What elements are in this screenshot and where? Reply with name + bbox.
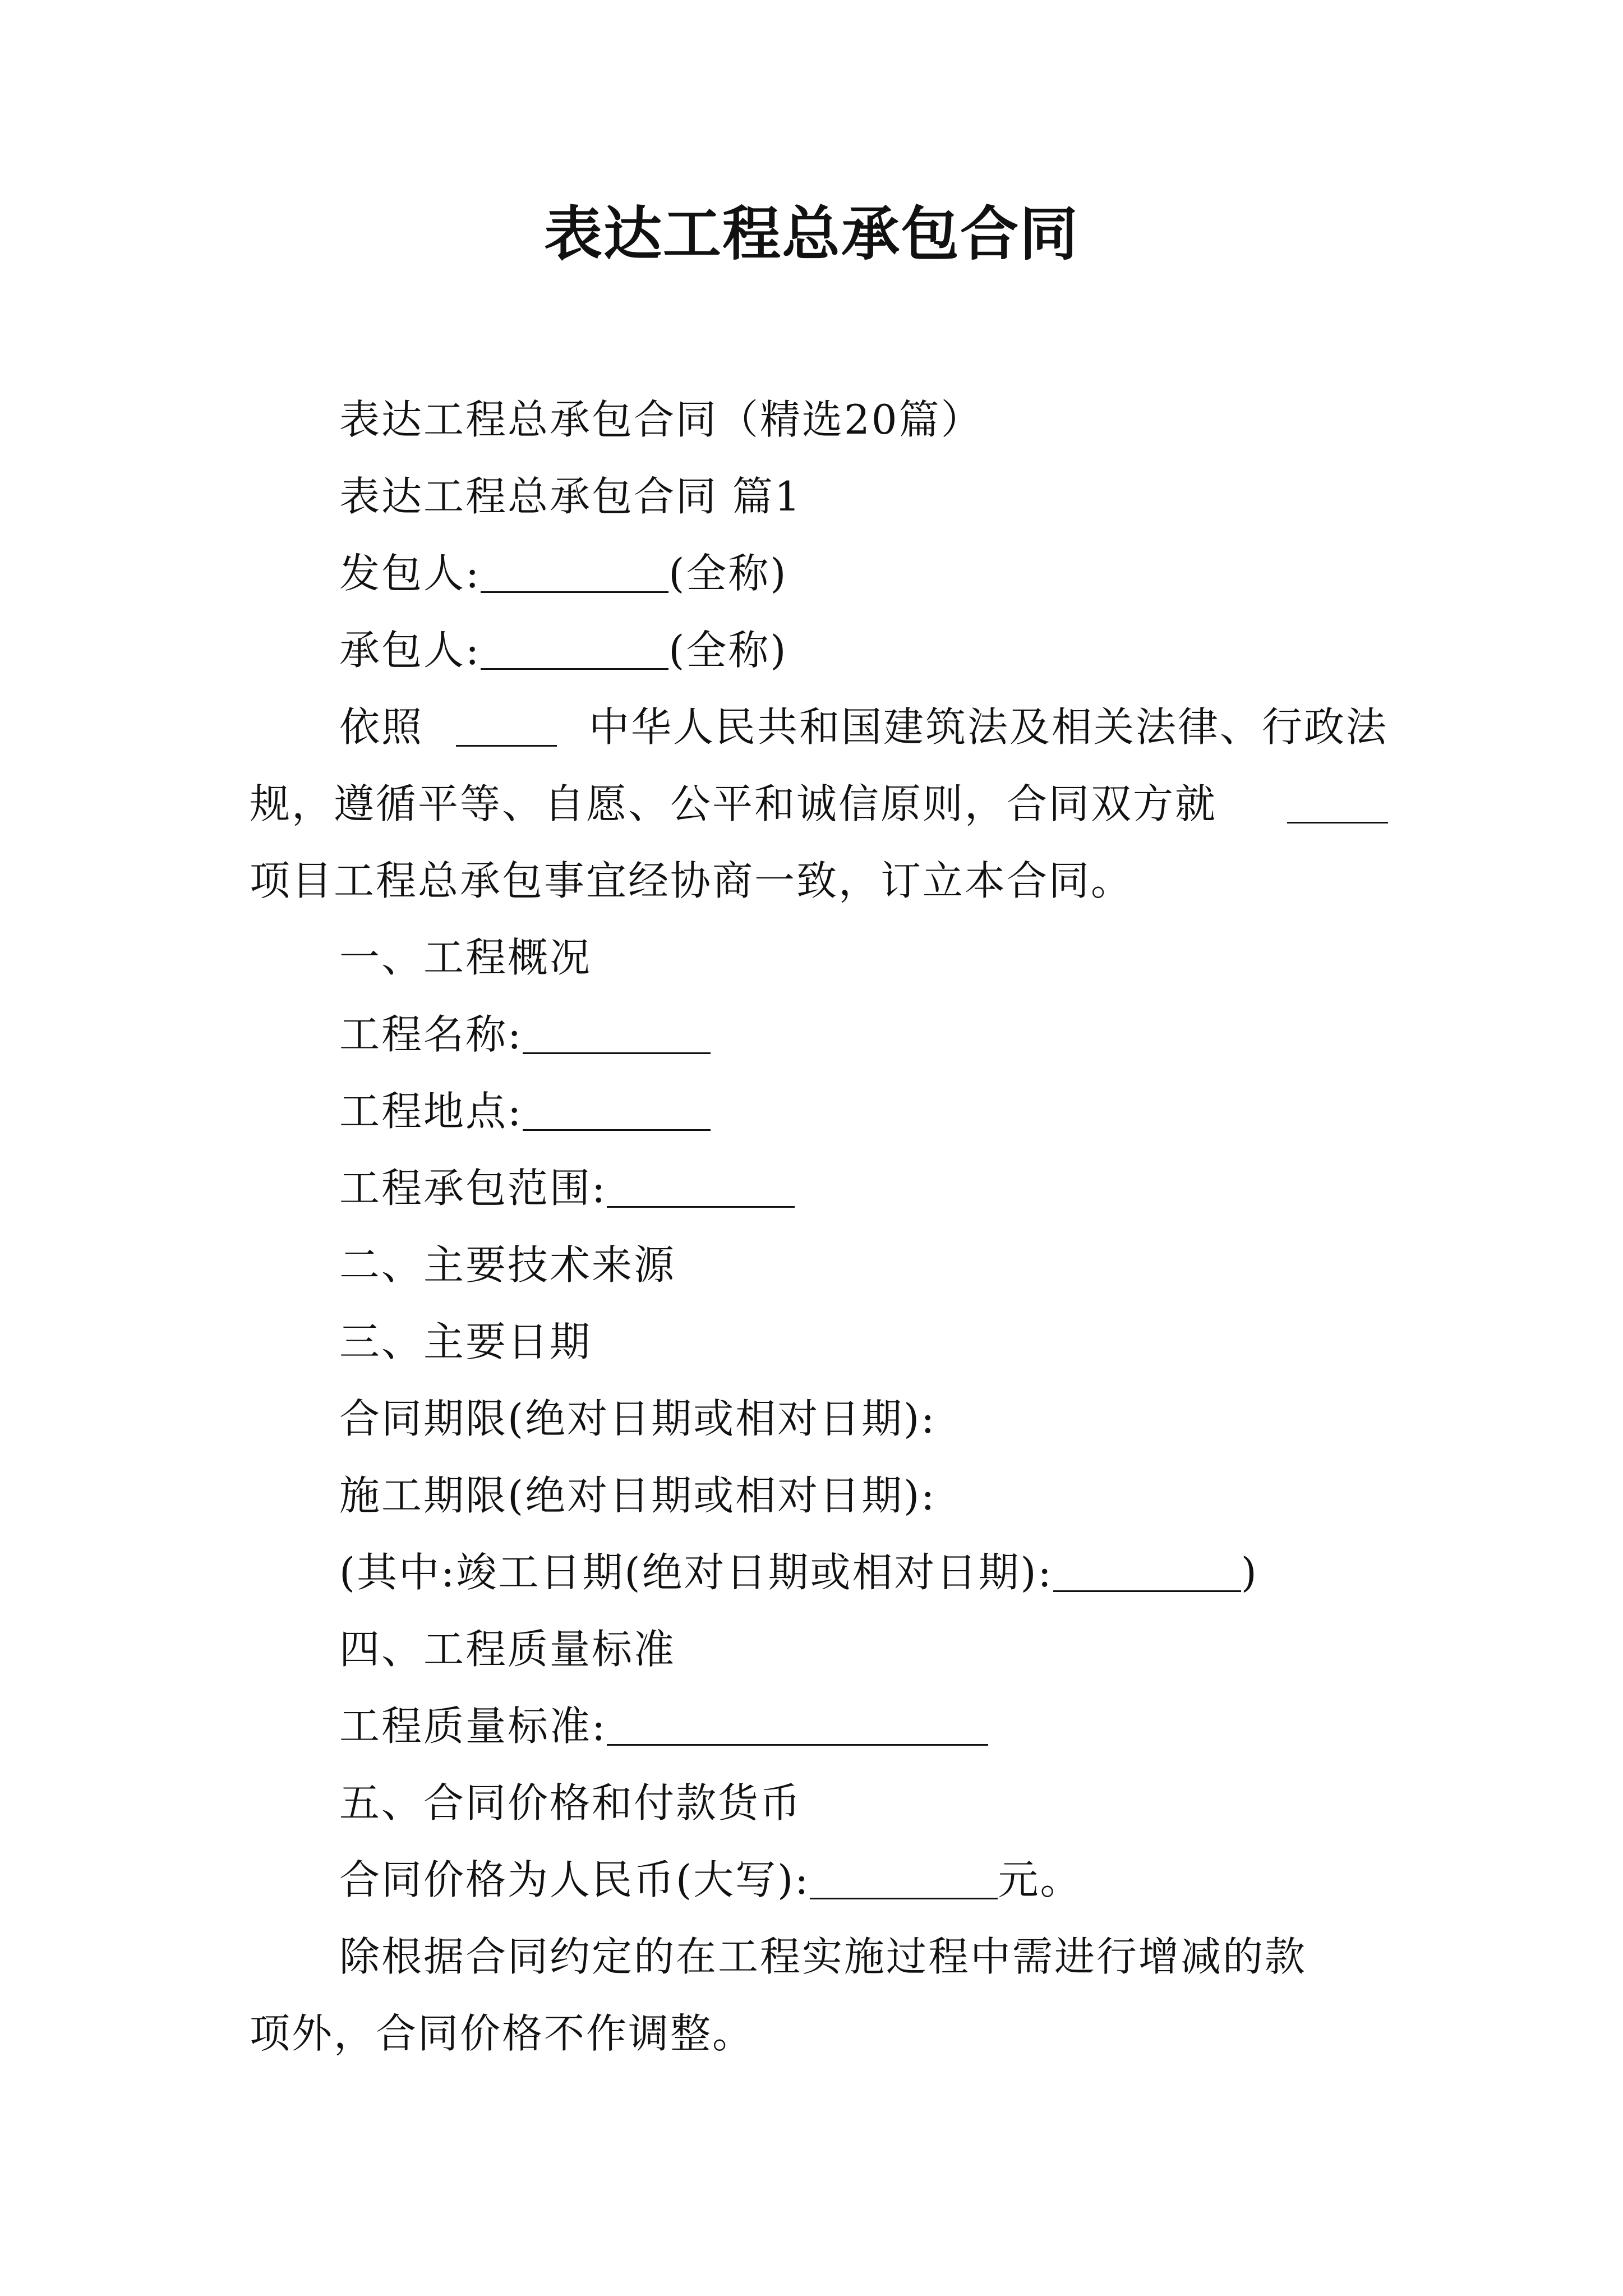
preamble-text-c: 规，遵循平等、自愿、公平和诚信原则，合同双方就 (250, 780, 1218, 827)
contract-term-label: 合同期限(绝对日期或相对日期): (339, 1395, 937, 1442)
completion-date-label: (其中:竣工日期(绝对日期或相对日期): (339, 1549, 1053, 1596)
preamble-blank-1 (456, 744, 557, 747)
project-name-label: 工程名称: (339, 1011, 523, 1058)
contract-term-line (250, 1381, 1388, 1457)
party-a-line (250, 535, 1388, 612)
project-name-blank (523, 1052, 711, 1054)
section-5-heading (250, 1765, 1388, 1842)
contract-price-blank (810, 1897, 998, 1899)
preamble-line-1 (250, 689, 1388, 766)
project-scope-blank (607, 1205, 795, 1208)
party-b-note: (全称) (668, 627, 788, 674)
quality-standard-line (250, 1688, 1388, 1765)
section-3-heading (250, 1304, 1388, 1381)
subtitle-text: 表达工程总承包合同（精选20篇） (339, 396, 983, 443)
party-b-line (250, 612, 1388, 689)
contract-price-unit: 元。 (998, 1856, 1082, 1903)
project-name-line (250, 996, 1388, 1073)
project-site-label: 工程地点: (339, 1088, 523, 1135)
contract-price-label: 合同价格为人民币(大写): (339, 1856, 810, 1903)
project-scope-line (250, 1150, 1388, 1227)
quality-standard-label: 工程质量标准: (339, 1703, 607, 1750)
section-4-heading (250, 1611, 1388, 1688)
party-a-label: 发包人: (339, 550, 481, 597)
party-b-blank (481, 668, 668, 670)
contract-price-line (250, 1842, 1388, 1918)
subtitle-line (250, 381, 1388, 458)
party-a-blank (481, 591, 668, 593)
document-body (250, 381, 1388, 2072)
preamble-text-d: 项目工程总承包事宜经协商一致，订立本合同。 (250, 857, 1133, 904)
section-5-text: 五、合同价格和付款货币 (339, 1779, 803, 1826)
project-site-line (250, 1073, 1388, 1150)
completion-date-blank (1053, 1590, 1241, 1592)
price-adjust-text-b: 项外，合同价格不作调整。 (250, 2010, 755, 2057)
preamble-line-3 (250, 843, 1388, 919)
preamble-line-2 (250, 766, 1388, 843)
section-1-text: 一、工程概况 (339, 934, 592, 981)
document-title: 表达工程总承包合同 (543, 200, 1079, 268)
party-a-note: (全称) (668, 550, 788, 597)
project-site-blank (523, 1129, 711, 1131)
quality-standard-blank (607, 1743, 988, 1746)
price-adjust-line-1 (250, 1918, 1388, 1995)
price-adjust-line-2 (250, 1995, 1388, 2072)
preamble-text-a: 依照 (339, 703, 424, 751)
preamble-text-b: 中华人民共和国建筑法及相关法律、行政法 (588, 703, 1388, 751)
completion-date-close: ) (1241, 1549, 1258, 1596)
construction-term-line (250, 1457, 1388, 1534)
section-1-heading (250, 919, 1388, 996)
price-adjust-text-a: 除根据合同约定的在工程实施过程中需进行增减的款 (339, 1933, 1307, 1980)
construction-term-label: 施工期限(绝对日期或相对日期): (339, 1472, 937, 1519)
section-3-text: 三、主要日期 (339, 1318, 592, 1365)
section-4-text: 四、工程质量标准 (339, 1626, 676, 1673)
party-b-label: 承包人: (339, 627, 481, 674)
chapter-line (250, 458, 1388, 535)
preamble-blank-2 (1287, 821, 1388, 823)
section-2-text: 二、主要技术来源 (339, 1241, 676, 1289)
project-scope-label: 工程承包范围: (339, 1165, 607, 1212)
section-2-heading (250, 1227, 1388, 1304)
chapter-heading: 表达工程总承包合同 篇1 (339, 473, 802, 520)
completion-date-line (250, 1534, 1388, 1611)
